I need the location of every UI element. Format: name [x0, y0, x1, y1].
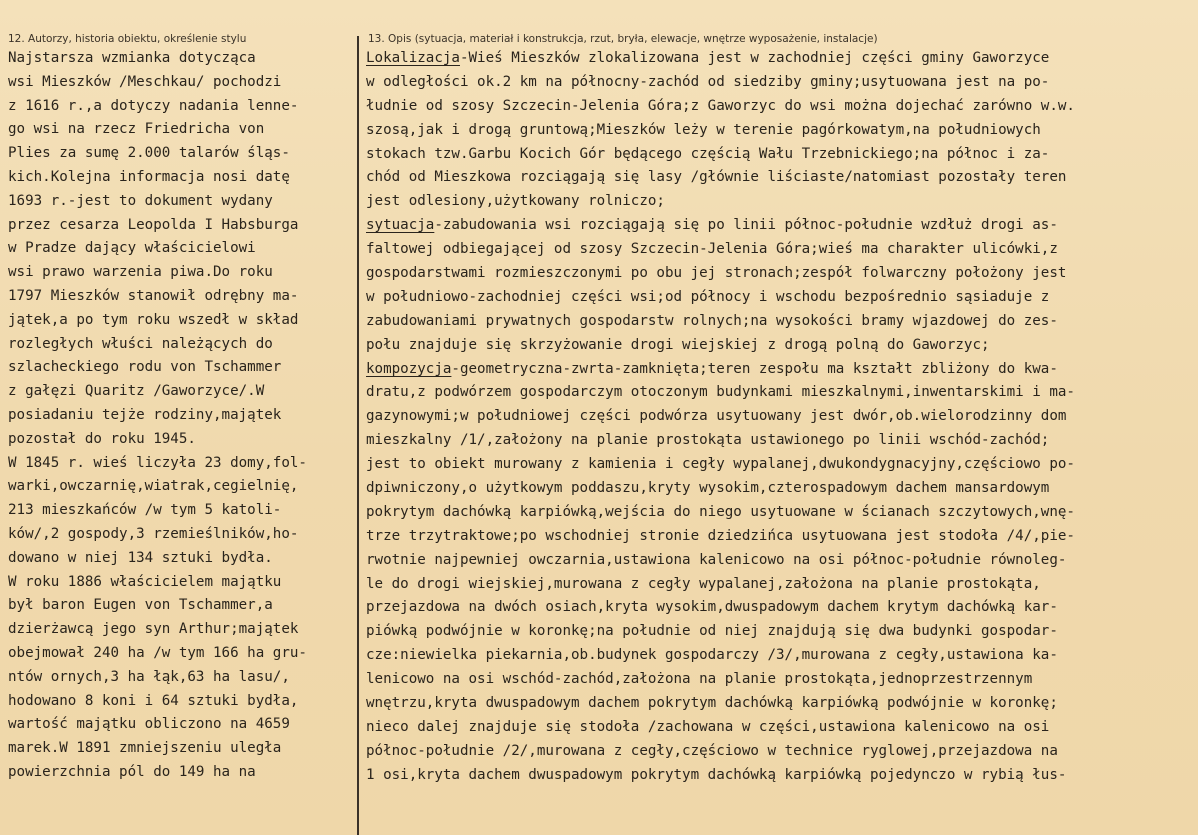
history-text-line: powierzchnia pól do 149 ha na: [8, 763, 256, 780]
section-keyword: kompozycja: [366, 360, 452, 377]
history-text-line: W roku 1886 właścicielem majątku: [8, 573, 282, 590]
section-keyword: sytuacja: [366, 217, 435, 234]
history-text-line: ntów ornych,3 ha łąk,63 ha lasu/,: [8, 668, 290, 685]
history-text-line: W 1845 r. wieś liczyła 23 domy,fol-: [8, 454, 307, 471]
description-text-line: [366, 453, 1196, 477]
description-text-line: [366, 429, 1196, 453]
description-text-line: [366, 166, 1196, 190]
description-text: dpiwniczony,o użytkowym poddaszu,kryty wysokim,czterospadowym dachem mansardowym: [366, 480, 1050, 497]
description-text-line: [366, 692, 1196, 716]
description-text: łudnie od szosy Szczecin-Jelenia Góra;z Gaworzyc do wsi można dojechać zarówno w.w.: [366, 97, 1075, 114]
description-text-column: [366, 47, 1196, 788]
description-text: gazynowymi;w południowej części podwórza usytuowany jest dwór,ob.wielorodzinny dom: [366, 408, 1067, 425]
history-text-line: dzierżawcą jego syn Arthur;majątek: [8, 621, 299, 638]
history-text-column: [8, 47, 356, 785]
history-text-line: wartość majątku obliczono na 4659: [8, 716, 290, 733]
description-text: -Wieś Mieszków zlokalizowana jest w zachodniej części gminy Gaworzyce: [459, 50, 1050, 66]
description-text: wnętrzu,kryta dwuspadowym dachem pokrytym dachówką karpiówką podwójnie w koronkę;: [366, 695, 1058, 712]
description-text-line: [366, 644, 1196, 668]
history-text-line: był baron Eugen von Tschammer,a: [8, 597, 273, 614]
history-text-line: wsi prawo warzenia piwa.Do roku: [8, 264, 273, 281]
description-text-line: [366, 573, 1196, 597]
description-text-line: [366, 740, 1196, 764]
description-text-line: [366, 262, 1196, 286]
description-text: rwotnie najpewniej owczarnia,ustawiona kalenicowo na osi północ-południe równoleg-: [366, 551, 1067, 568]
description-text-line: [366, 596, 1196, 620]
description-text: lenicowo na osi wschód-zachód,założona na planie prostokąta,jednoprzestrzennym: [366, 671, 1033, 688]
history-text-line: ków/,2 gospody,3 rzemieślników,ho-: [8, 525, 299, 542]
history-text-line: Najstarsza wzmianka dotycząca: [8, 50, 256, 66]
description-text-line: [366, 405, 1196, 429]
description-text: północ-południe /2/,murowana z cegły,częściowo w technice ryglowej,przejazdowa na: [366, 742, 1058, 759]
description-text: -geometryczna-zwrta-zamknięta;teren zespołu ma kształt zbliżony do kwa-: [451, 360, 1058, 377]
description-text-line: [366, 620, 1196, 644]
description-text: chód od Mieszkowa rozciągają się lasy /głównie liściaste/natomiast pozostały teren: [366, 169, 1067, 186]
history-text-line: kich.Kolejna informacja nosi datę: [8, 168, 290, 185]
description-text: w południowo-zachodniej części wsi;od północy i wschodu bezpośrednio sąsiaduje z: [366, 288, 1050, 305]
description-text: mieszkalny /1/,założony na planie prostokąta ustawionego po linii wschód-zachód;: [366, 432, 1050, 449]
history-text-line: 213 mieszkańców /w tym 5 katoli-: [8, 502, 282, 519]
description-text: trze trzytraktowe;po wschodniej stronie dziedzińca usytuowana jest stodoła /4/,pie-: [366, 527, 1075, 544]
description-text-line: [366, 310, 1196, 334]
description-text-line: [366, 381, 1196, 405]
description-text: piówką podwójnie w koronkę;na południe od niej znajdują się dwa budynki gospodar-: [366, 623, 1058, 640]
description-text: w odległości ok.2 km na północny-zachód od siedziby gminy;usytuowana jest na po-: [366, 73, 1050, 90]
description-text-line: [366, 190, 1196, 214]
description-text-line: [366, 214, 1196, 238]
description-text: faltowej odbiegającej od szosy Szczecin-Jelenia Góra;wieś ma charakter ulicówki,z: [366, 241, 1058, 258]
description-text-line: [366, 668, 1196, 692]
section-13-header: 13. Opis (sytuacja, materiał i konstrukcja, rzut, bryła, elewacje, wnętrze wyposażenie, instalacje): [368, 33, 878, 45]
description-text: jest odlesiony,użytkowany rolniczo;: [366, 193, 665, 210]
history-text-line: marek.W 1891 zmniejszeniu uległa: [8, 740, 282, 757]
description-text-line: [366, 716, 1196, 740]
description-text-line: [366, 95, 1196, 119]
history-text-line: posiadaniu tejże rodziny,majątek: [8, 406, 282, 423]
description-text: gospodarstwami rozmieszczonymi po obu jej stronach;zespół folwarczny położony jest: [366, 265, 1067, 282]
history-text-line: z 1616 r.,a dotyczy nadania lenne-: [8, 97, 299, 114]
history-text-line: 1797 Mieszków stanowił odrębny ma-: [8, 287, 299, 304]
description-text: dratu,z podwórzem gospodarczym otoczonym budynkami mieszkalnymi,inwentarskimi i ma-: [366, 384, 1075, 401]
description-text: przejazdowa na dwóch osiach,kryta wysokim,dwuspadowym dachem krytym dachówką kar-: [366, 599, 1058, 616]
history-text-line: rozległych włuści należących do: [8, 335, 273, 352]
history-text-line: obejmował 240 ha /w tym 166 ha gru-: [8, 644, 307, 661]
description-text-line: [366, 238, 1196, 262]
description-text-line: [366, 549, 1196, 573]
description-text: jest to obiekt murowany z kamienia i cegły wypalanej,dwukondygnacyjny,częściowo po-: [366, 456, 1075, 473]
description-text-line: [366, 358, 1196, 382]
description-text-line: [366, 501, 1196, 525]
history-text-line: jątek,a po tym roku wszedł w skład: [8, 311, 299, 328]
description-text-line: [366, 477, 1196, 501]
history-text-line: hodowano 8 koni i 64 sztuki bydła,: [8, 692, 299, 709]
history-text-line: w Pradze dający właścicielowi: [8, 240, 256, 257]
history-text-line: dowano w niej 134 sztuki bydła.: [8, 549, 273, 566]
description-text: le do drogi wiejskiej,murowana z cegły wypalanej,założona na planie prostokąta,: [366, 575, 1041, 592]
history-text-line: warki,owczarnię,wiatrak,cegielnię,: [8, 478, 299, 495]
history-text-line: wsi Mieszków /Meschkau/ pochodzi: [8, 73, 282, 90]
history-text-line: Plies za sumę 2.000 talarów śląs-: [8, 145, 290, 162]
description-text-line: [366, 764, 1196, 788]
description-text: -zabudowania wsi rozciągają się po linii północ-południe wzdłuż drogi as-: [434, 217, 1058, 234]
history-text-line: 1693 r.-jest to dokument wydany: [8, 192, 273, 209]
history-text-line: przez cesarza Leopolda I Habsburga: [8, 216, 299, 233]
description-text: połu znajduje się skrzyżowanie drogi wiejskiej z drogą polną do Gaworzyc;: [366, 336, 990, 353]
description-text-line: [366, 334, 1196, 358]
history-text-line: z gałęzi Quaritz /Gaworzyce/.W: [8, 383, 265, 400]
history-text-line: pozostał do roku 1945.: [8, 430, 196, 447]
description-text-line: [366, 525, 1196, 549]
description-text: pokrytym dachówką karpiówką,wejścia do niego usytuowane w ścianach szczytowych,wnę-: [366, 503, 1075, 520]
description-text-line: [366, 71, 1196, 95]
description-text-line: [366, 143, 1196, 167]
section-keyword: Lokalizacja: [366, 50, 460, 66]
history-text-line: go wsi na rzecz Friedricha von: [8, 121, 265, 138]
column-divider: [357, 36, 359, 835]
section-12-header: 12. Autorzy, historia obiektu, określenie stylu: [8, 33, 247, 45]
description-text: cze:niewielka piekarnia,ob.budynek gospodarczy /3/,murowana z cegły,ustawiona ka-: [366, 647, 1058, 664]
description-text: zabudowaniami prywatnych gospodarstw rolnych;na wysokości bramy wjazdowej do zes-: [366, 312, 1058, 329]
description-text-line: [366, 119, 1196, 143]
description-text-line: [366, 47, 1196, 71]
description-text: 1 osi,kryta dachem dwuspadowym pokrytym dachówką karpiówką pojedynczo w rybią łus-: [366, 766, 1067, 783]
history-text-line: szlacheckiego rodu von Tschammer: [8, 359, 282, 376]
description-text-line: [366, 286, 1196, 310]
description-text: stokach tzw.Garbu Kocich Gór będącego częścią Wału Trzebnickiego;na północ i za-: [366, 145, 1050, 162]
description-text: szosą,jak i drogą gruntową;Mieszków leży w terenie pagórkowatym,na południowych: [366, 121, 1041, 138]
description-text: nieco dalej znajduje się stodoła /zachowana w części,ustawiona kalenicowo na osi: [366, 718, 1050, 735]
